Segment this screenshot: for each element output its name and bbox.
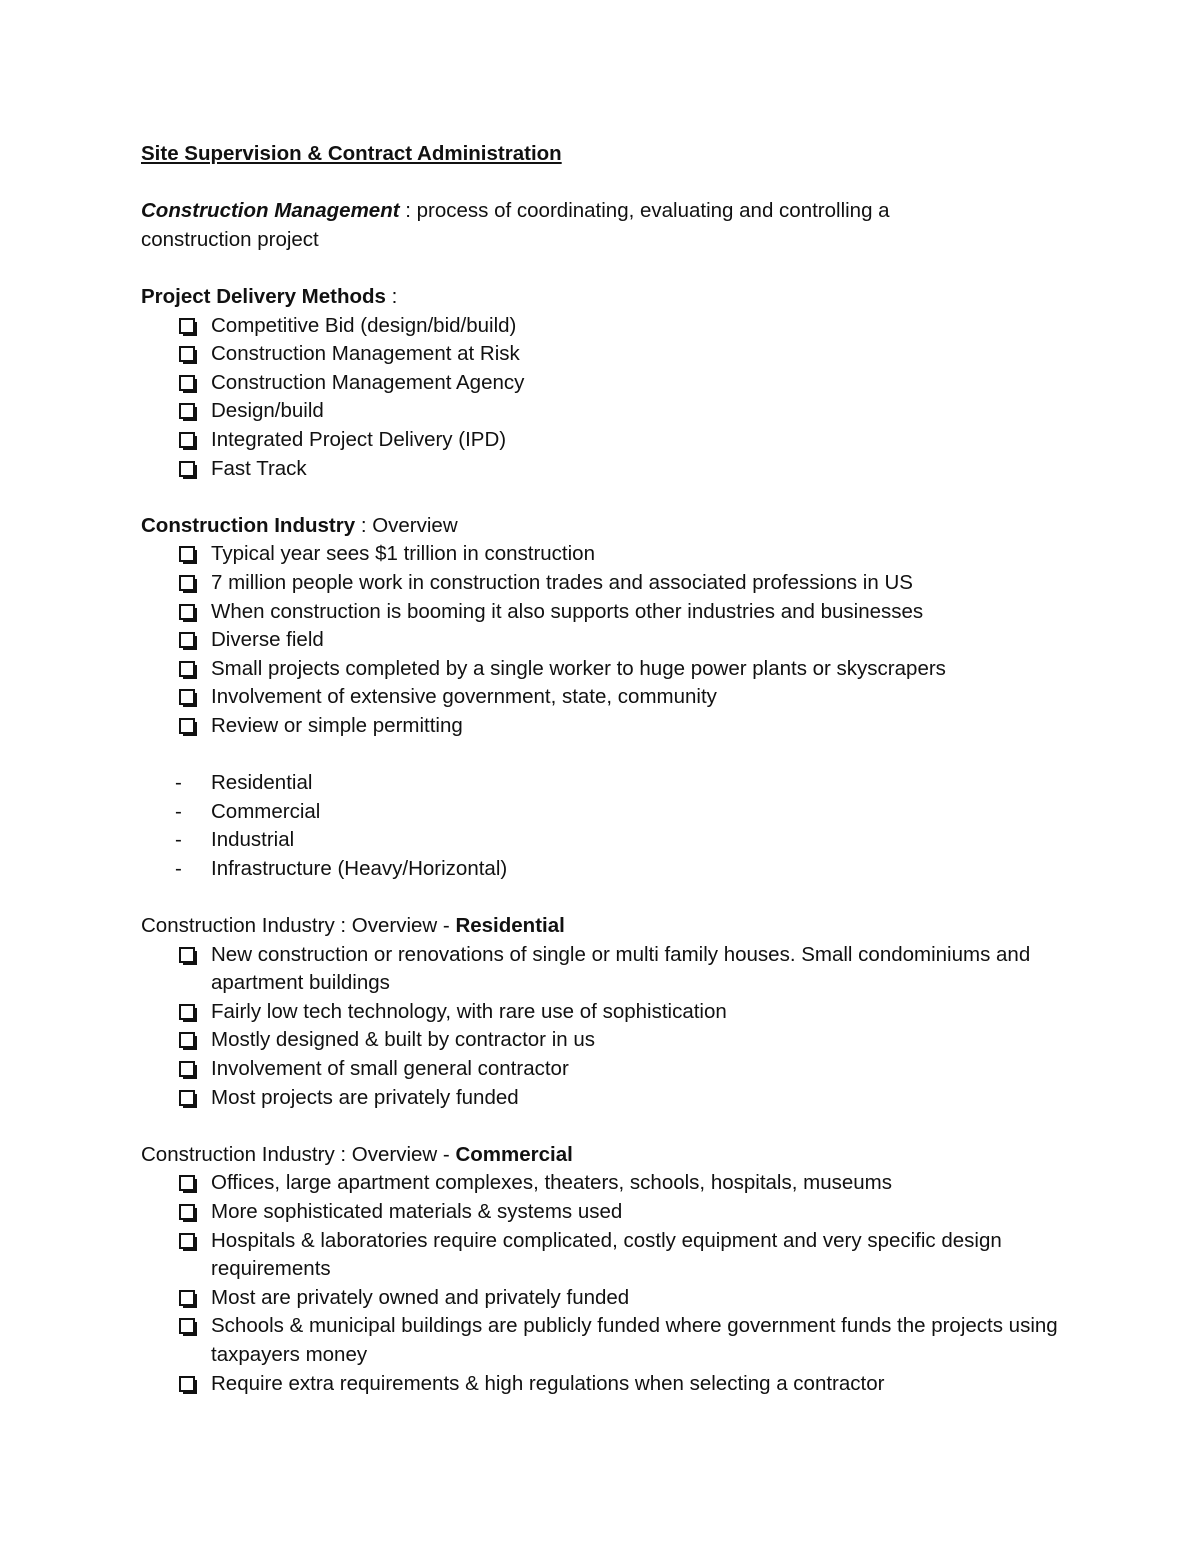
list-item [141,1198,1061,1227]
checkbox-icon [179,1032,195,1048]
list-item-text: Residential [211,771,313,795]
checkbox-icon [179,575,195,591]
list-item [141,1312,1061,1369]
checkbox-icon [179,1376,195,1392]
checkbox-icon [179,403,195,419]
checkbox-icon [179,1204,195,1220]
dash-list-item [141,798,1061,827]
list-item [141,1026,1061,1055]
list-item [141,683,1061,712]
list-item [141,312,1061,341]
checkbox-icon [179,461,195,477]
definition-text: : process of coordinating, evaluating and controlling a [405,199,890,223]
list-item [141,626,1061,655]
commercial-prefix: Construction Industry : Overview - [141,1142,450,1166]
list-item-text: Industrial [211,828,295,852]
list-item-text: Schools & municipal buildings are publicly funded where government funds the projects using taxpayers money [211,1314,1058,1366]
dash-list-item [141,855,1061,884]
list-item-text: Typical year sees $1 trillion in construction [211,542,595,566]
list-item-text: 7 million people work in construction trades and associated professions in US [211,570,913,594]
list-item [141,369,1061,398]
list-item-text: Mostly designed & built by contractor in us [211,1028,595,1052]
checkbox-icon [179,318,195,334]
commercial-list [141,1169,1061,1398]
residential-title: Residential [455,914,565,938]
list-item-text: Fairly low tech technology, with rare use of sophistication [211,999,727,1023]
list-item-text: Most projects are privately funded [211,1085,519,1109]
document-page [141,140,1061,1398]
dash-marker: - [175,828,182,852]
definition-paragraph [141,197,1061,254]
industry-overview-heading [141,512,1061,541]
list-item [141,540,1061,569]
list-item-text: When construction is booming it also supports other industries and businesses [211,599,924,623]
checkbox-icon [179,1233,195,1249]
list-item-text: Require extra requirements & high regulations when selecting a contractor [211,1371,885,1395]
list-item-text: Design/build [211,399,324,423]
checkbox-icon [179,346,195,362]
list-item-text: Construction Management at Risk [211,342,520,366]
residential-list [141,941,1061,1113]
list-item-text: Commercial [211,799,321,823]
industry-overview-suffix: : Overview [360,513,458,537]
list-item-text: Most are privately owned and privately funded [211,1285,630,1309]
list-item [141,941,1061,998]
checkbox-icon [179,1318,195,1334]
checkbox-icon [179,1004,195,1020]
list-item-text: Integrated Project Delivery (IPD) [211,427,507,451]
commercial-title: Commercial [455,1142,573,1166]
checkbox-icon [179,632,195,648]
list-item-text: Construction Management Agency [211,370,525,394]
list-item-text: Small projects completed by a single worker to huge power plants or skyscrapers [211,656,946,680]
residential-prefix: Construction Industry : Overview - [141,914,450,938]
list-item [141,426,1061,455]
dash-marker: - [175,771,182,795]
list-item [141,569,1061,598]
list-item [141,1284,1061,1313]
list-item [141,712,1061,741]
definition-term: Construction Management [141,199,400,223]
list-item [141,1084,1061,1113]
definition-text-continued: construction project [141,227,319,251]
list-item [141,340,1061,369]
list-item-text: Involvement of extensive government, state, community [211,685,717,709]
list-item [141,1169,1061,1198]
industry-overview-list [141,540,1061,740]
list-item-text: Offices, large apartment complexes, theaters, schools, hospitals, museums [211,1171,892,1195]
list-item-text: Hospitals & laboratories require complicated, costly equipment and very specific design requirements [211,1228,1002,1281]
checkbox-icon [179,1090,195,1106]
list-item [141,1370,1061,1399]
list-item [141,397,1061,426]
list-item-text: Involvement of small general contractor [211,1057,569,1080]
list-item-text: Infrastructure (Heavy/Horizontal) [211,856,508,880]
delivery-methods-title: Project Delivery Methods [141,284,386,308]
list-item-text: Fast Track [211,456,307,480]
industry-categories-list [141,769,1061,883]
list-item-text: New construction or renovations of single or multi family houses. Small condominiums and apartment buildings [211,942,1031,995]
checkbox-icon [179,604,195,620]
dash-list-item [141,826,1061,855]
delivery-methods-heading [141,283,1061,312]
list-item [141,455,1061,484]
checkbox-icon [179,375,195,391]
residential-heading [141,912,1061,941]
list-item-text: More sophisticated materials & systems used [211,1199,623,1223]
list-item-text: Diverse field [211,628,324,652]
list-item [141,1227,1061,1284]
list-item [141,1055,1061,1084]
checkbox-icon [179,661,195,677]
delivery-methods-list [141,312,1061,484]
checkbox-icon [179,689,195,705]
dash-marker: - [175,856,182,880]
list-item-text: Review or simple permitting [211,713,463,737]
checkbox-icon [179,718,195,734]
industry-overview-title: Construction Industry [141,513,356,537]
list-item-text: Competitive Bid (design/bid/build) [211,313,517,337]
checkbox-icon [179,546,195,562]
list-item [141,998,1061,1027]
checkbox-icon [179,947,195,963]
dash-marker: - [175,799,182,823]
dash-list-item [141,769,1061,798]
checkbox-icon [179,432,195,448]
document-title: Site Supervision & Contract Administration [141,142,562,165]
commercial-heading [141,1141,1061,1170]
delivery-methods-suffix: : [391,284,398,308]
checkbox-icon [179,1061,195,1077]
list-item [141,655,1061,684]
checkbox-icon [179,1175,195,1191]
checkbox-icon [179,1290,195,1306]
list-item [141,598,1061,627]
